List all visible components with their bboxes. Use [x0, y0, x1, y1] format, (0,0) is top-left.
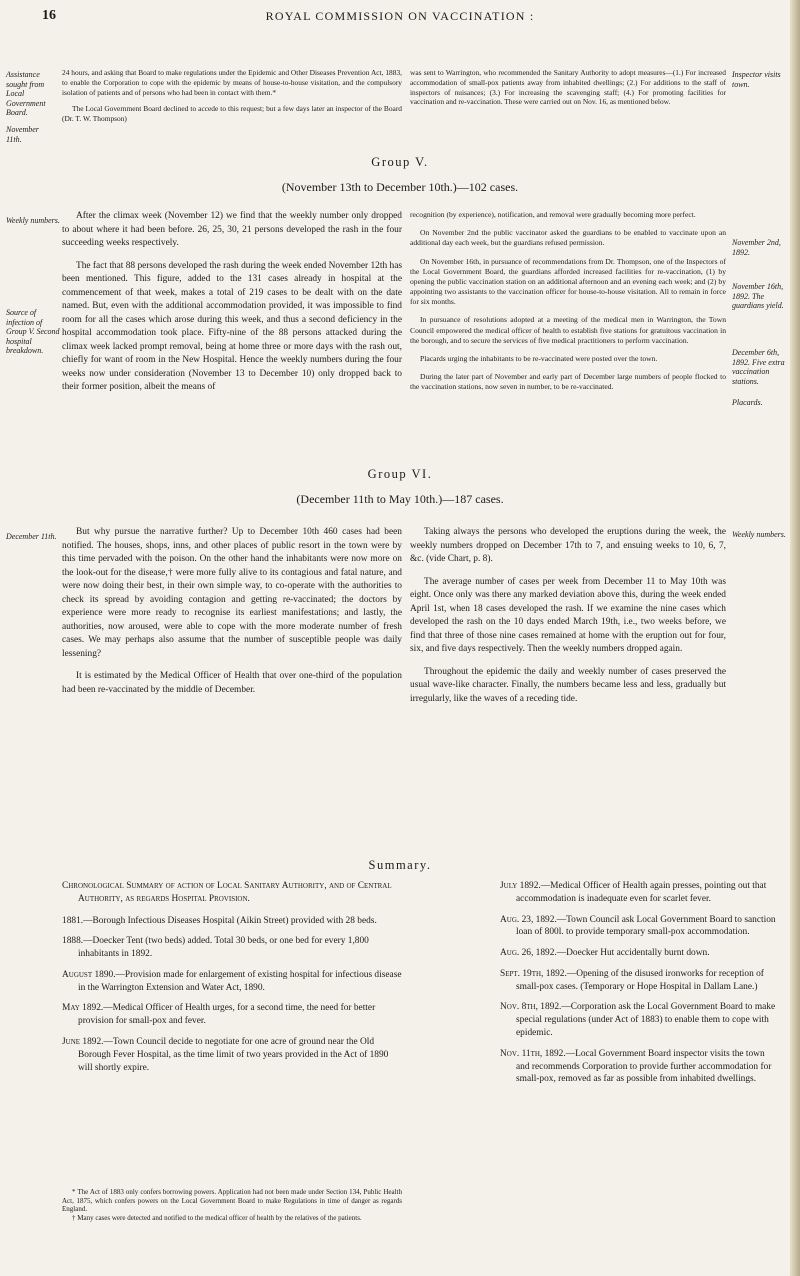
summary-entry-date: June 1892. — [62, 1037, 104, 1048]
footnotes — [62, 1188, 402, 1223]
running-header — [0, 6, 800, 26]
summary-entry — [500, 1048, 780, 1086]
margin-placards: Placards. — [732, 398, 763, 407]
summary-entry-date: 1888. — [62, 936, 84, 947]
summary-entry-date: Aug. 23, 1892. — [500, 914, 557, 925]
margin-weekly-numbers-2: Weekly numbers. — [732, 530, 786, 539]
margin-source-of-infection: Source of infection of Group V. Second hospital breakdown. — [6, 308, 60, 356]
group-5-right-column — [410, 210, 726, 400]
summary-left-column — [62, 880, 402, 1082]
group-6-left-para-1: But why pursue the narrative further? Up to December 10th 460 cases had been notified. The houses, shops, inns, and other places of public resort in the town were by this time pervaded with the poison. On the other hand the inhabitants were now more on the look-out for the disease,† were more fully alive to its contagious and fatal nature, and were now doing their best, in their own simple way, to co-operate with the authorities to check its spread by avoiding contagion and getting re-vaccinated; the doctors by experience were more ready to recognise its earliest manifestations; and lastly, the authorities, now aroused, were able to cope with the more moderate number of fresh cases. We may perhaps also assume that the number of susceptible people was daily lessening? — [62, 527, 402, 659]
running-title: ROYAL COMMISSION ON VACCINATION : — [265, 9, 535, 23]
margin-nov-16: November 16th, 1892. The guardians yield. — [732, 282, 784, 311]
group-5-right-para-4: In pursuance of resolutions adopted at a meeting of the medical men in Warrington, the Town Council empowered the medical officer of health to establish five stations for gratuitous vaccination in the borough, and to secure the services of five medical practitioners to perform vaccination. — [410, 315, 726, 345]
summary-entry — [500, 914, 780, 940]
summary-entry — [62, 1002, 402, 1028]
margin-nov-2: November 2nd, 1892. — [732, 238, 781, 257]
group-6-left-column — [62, 526, 402, 706]
summary-entry-text: —Opening of the disused ironworks for reception of small-pox cases. (Temporary or Hope Hospital in Dallam Lane.) — [516, 968, 764, 992]
summary-entry-date: 1881. — [62, 915, 84, 926]
group-5-left-column — [62, 210, 402, 404]
group-5-left-para-1: After the climax week (November 12) we find that the weekly number only dropped to about where it had been before. 26, 25, 30, 21 persons developed the rash in the four succeeding weeks respectively. — [62, 211, 402, 249]
margin-december-11: December 11th. — [6, 532, 57, 541]
group-5-right-para-1: recognition (by experience), notification, and removal were gradually becoming more perfect. — [410, 210, 696, 219]
page-number: 16 — [42, 8, 56, 23]
group-6-heading — [0, 467, 800, 507]
summary-entry-text: —Town Council ask Local Government Board to sanction loan of 800l. to provide temporary small-pox accommodation. — [516, 914, 776, 938]
summary-entry-text: —Provision made for enlargement of existing hospital for infectious disease in the Warrington Extension and Water Act, 1890. — [78, 969, 402, 993]
summary-entry-date: Aug. 26, 1892. — [500, 948, 557, 959]
summary-entry — [500, 968, 780, 994]
group-6-right-para-2: The average number of cases per week from December 11 to May 10th was eight. Once only was there any marked deviation above this, during the week ended April 1st, when 18 cases developed the rash. If we examine the nine cases which developed the rash on the 10 days ended March 19th, i.e., two weeks before, we find that three of those nine cases remained at home with the eruption out for four, six, and five days respectively. Then the weekly numbers dropped again. — [410, 576, 726, 655]
summary-entry — [62, 915, 402, 928]
summary-entry — [500, 947, 780, 960]
summary-left-entries — [62, 915, 402, 1075]
footnote-2: † Many cases were detected and notified to the medical officer of health by the relatives of the patients. — [72, 1214, 362, 1223]
summary-entry-text: —Doecker Tent (two beds) added. Total 30 beds, or one bed for every 1,800 inhabitants in 1892. — [78, 936, 369, 960]
summary-entry — [500, 880, 780, 906]
group-5-left-para-2: The fact that 88 persons developed the rash during the week ended November 12th has been mentioned. This figure, added to the 131 cases already in hospital at the commencement of that week, makes a total of 219 cases to be dealt with on the date named. But, even with the additional accommodation provided, it was impossible to find room for all the cases which arose during this week, and thus a second deficiency in the hospital accommodation took place. Fifty-nine of the 88 persons attacked during the climax week lacked prompt removal, being at home three or more days with the rash out, chiefly for want of room in the New Hospital. Hence the weekly numbers during the four weeks now under consideration (November 13 to December 10) only dropped back to their former position, albeit the means of — [62, 260, 402, 393]
margin-note-assistance — [6, 70, 56, 151]
summary-entry-date: May 1892. — [62, 1003, 104, 1014]
group-5-right-para-6: During the later part of November and early part of December large numbers of people flocked to the vaccination stations, now seven in number, to be re-vaccinated. — [410, 372, 726, 392]
group-5-heading — [0, 155, 800, 195]
summary-entry-text: —Corporation ask the Local Government Board to make special regulations (under Act of 1883) to enable them to cope with epidemic. — [516, 1002, 776, 1039]
group-6-right-para-3: Throughout the epidemic the daily and weekly number of cases preserved the usual wave-like character. Finally, the numbers became less and less, gradually but irregularly, like the waves of a receding tide. — [410, 666, 726, 704]
top-left-column — [62, 68, 402, 131]
summary-heading: Chronological Summary of action of Local Sanitary Authority, and of Central Authority, as regards Hospital Provision. — [62, 881, 392, 904]
group-5-right-para-2: On November 2nd the public vaccinator asked the guardians to be enabled to vaccinate upon an additional day each week, but the guardians refused permission. — [410, 228, 726, 248]
group-5-right-para-3: On November 16th, in pursuance of recommendations from Dr. Thompson, one of the Inspectors of the Local Government Board, the guardians afforded increased facilities for re-vaccination, (1) by opening the public vaccination station on an additional afternoon and an evening each week; and (2) by appointing two assistants to the vaccination officer for house-to-house visitation. All to remain in force for six months. — [410, 256, 726, 307]
summary-entry-text: —Medical Officer of Health again presses, pointing out that accommodation is inadequate even for scarlet fever. — [516, 881, 767, 904]
summary-entry-text: —Local Government Board inspector visits the town and recommends Corporation to provide further accommodation for small-pox, removed as far as possible from inhabited dwellings. — [516, 1048, 772, 1085]
top-left-para-1: 24 hours, and asking that Board to make regulations under the Epidemic and Other Diseases Prevention Act, 1883, to enable the Corporation to cope with the epidemic by means of house-to-house visitation, and the compulsory isolation of patients and of persons who had been in contact with them.* — [62, 68, 402, 97]
margin-assistance: Assistance sought from Local Government Board. — [6, 70, 46, 118]
summary-right-entries — [500, 880, 780, 1086]
group-5-title: Group V. — [371, 155, 429, 169]
summary-entry — [500, 1001, 780, 1039]
summary-entry-text: —Medical Officer of Health urges, for a second time, the need for better provision for small-pox and fever. — [78, 1003, 376, 1027]
group-6-right-column — [410, 526, 726, 715]
group-5-right-para-5: Placards urging the inhabitants to be re-vaccinated were posted over the town. — [420, 353, 658, 363]
group-5-subtitle: (November 13th to December 10th.)—102 cases. — [281, 180, 519, 194]
summary-entry-date: Nov. 8th, 1892. — [500, 1002, 562, 1013]
group-6-subtitle: (December 11th to May 10th.)—187 cases. — [296, 492, 504, 506]
margin-note-inspector: Inspector visits town. — [732, 70, 781, 89]
summary-entry-text: —Borough Infectious Diseases Hospital (Aikin Street) provided with 28 beds. — [83, 915, 377, 926]
summary-entry — [62, 969, 402, 995]
summary-right-column — [500, 880, 780, 1094]
summary-entry-text: —Town Council decide to negotiate for one acre of ground near the Old Borough Fever Hospital, as the time limit of two years provided in the Act of 1890 will shortly expire. — [78, 1037, 389, 1073]
summary-entry — [62, 1036, 402, 1074]
footnote-1: * The Act of 1883 only confers borrowing powers. Application had not been made under Section 134, Public Health Act, 1875, which confers powers on the Local Government Board to make Regulations in time of danger as regards England. — [62, 1188, 402, 1214]
summary-entry-date: Sept. 19th, 1892. — [500, 968, 567, 979]
group-6-title: Group VI. — [367, 467, 433, 481]
margin-weekly-numbers: Weekly numbers. — [6, 216, 60, 225]
top-left-para-2: The Local Government Board declined to accede to this request; but a few days later an inspector of the Board (Dr. T. W. Thompson) — [62, 104, 402, 124]
summary-entry-text: —Doecker Hut accidentally burnt down. — [556, 948, 710, 959]
top-right-para: was sent to Warrington, who recommended the Sanitary Authority to adopt measures—(1.) For increased accommodation of small-pox patients away from inhabited dwellings; (2.) For additions to the staff of inspectors of nuisances; (3.) For increasing the scavenging staff; (4.) For promoting facilities for vaccination and re-vaccination. These were carried out on Nov. 16, as mentioned below. — [410, 68, 726, 107]
summary-entry-date: Nov. 11th, 1892. — [500, 1048, 566, 1059]
summary-entry — [62, 935, 402, 961]
margin-dec-6: December 6th, 1892. Five extra vaccination stations. — [732, 348, 785, 386]
top-right-column — [410, 68, 726, 114]
group-6-left-para-2: It is estimated by the Medical Officer of Health that over one-third of the population had been re-vaccinated by the middle of December. — [62, 671, 402, 695]
summary-entry-date: July 1892. — [500, 881, 541, 891]
margin-november-11: November 11th. — [6, 124, 39, 144]
summary-entry-date: August 1890. — [62, 969, 116, 980]
group-6-right-para-1: Taking always the persons who developed the eruptions during the week, the weekly numbers dropped on December 17th to 7, and ensuing weeks to 10, 6, 7, &c. (vide Chart, p. 8). — [410, 527, 726, 565]
summary-title: Summary. — [368, 858, 432, 872]
